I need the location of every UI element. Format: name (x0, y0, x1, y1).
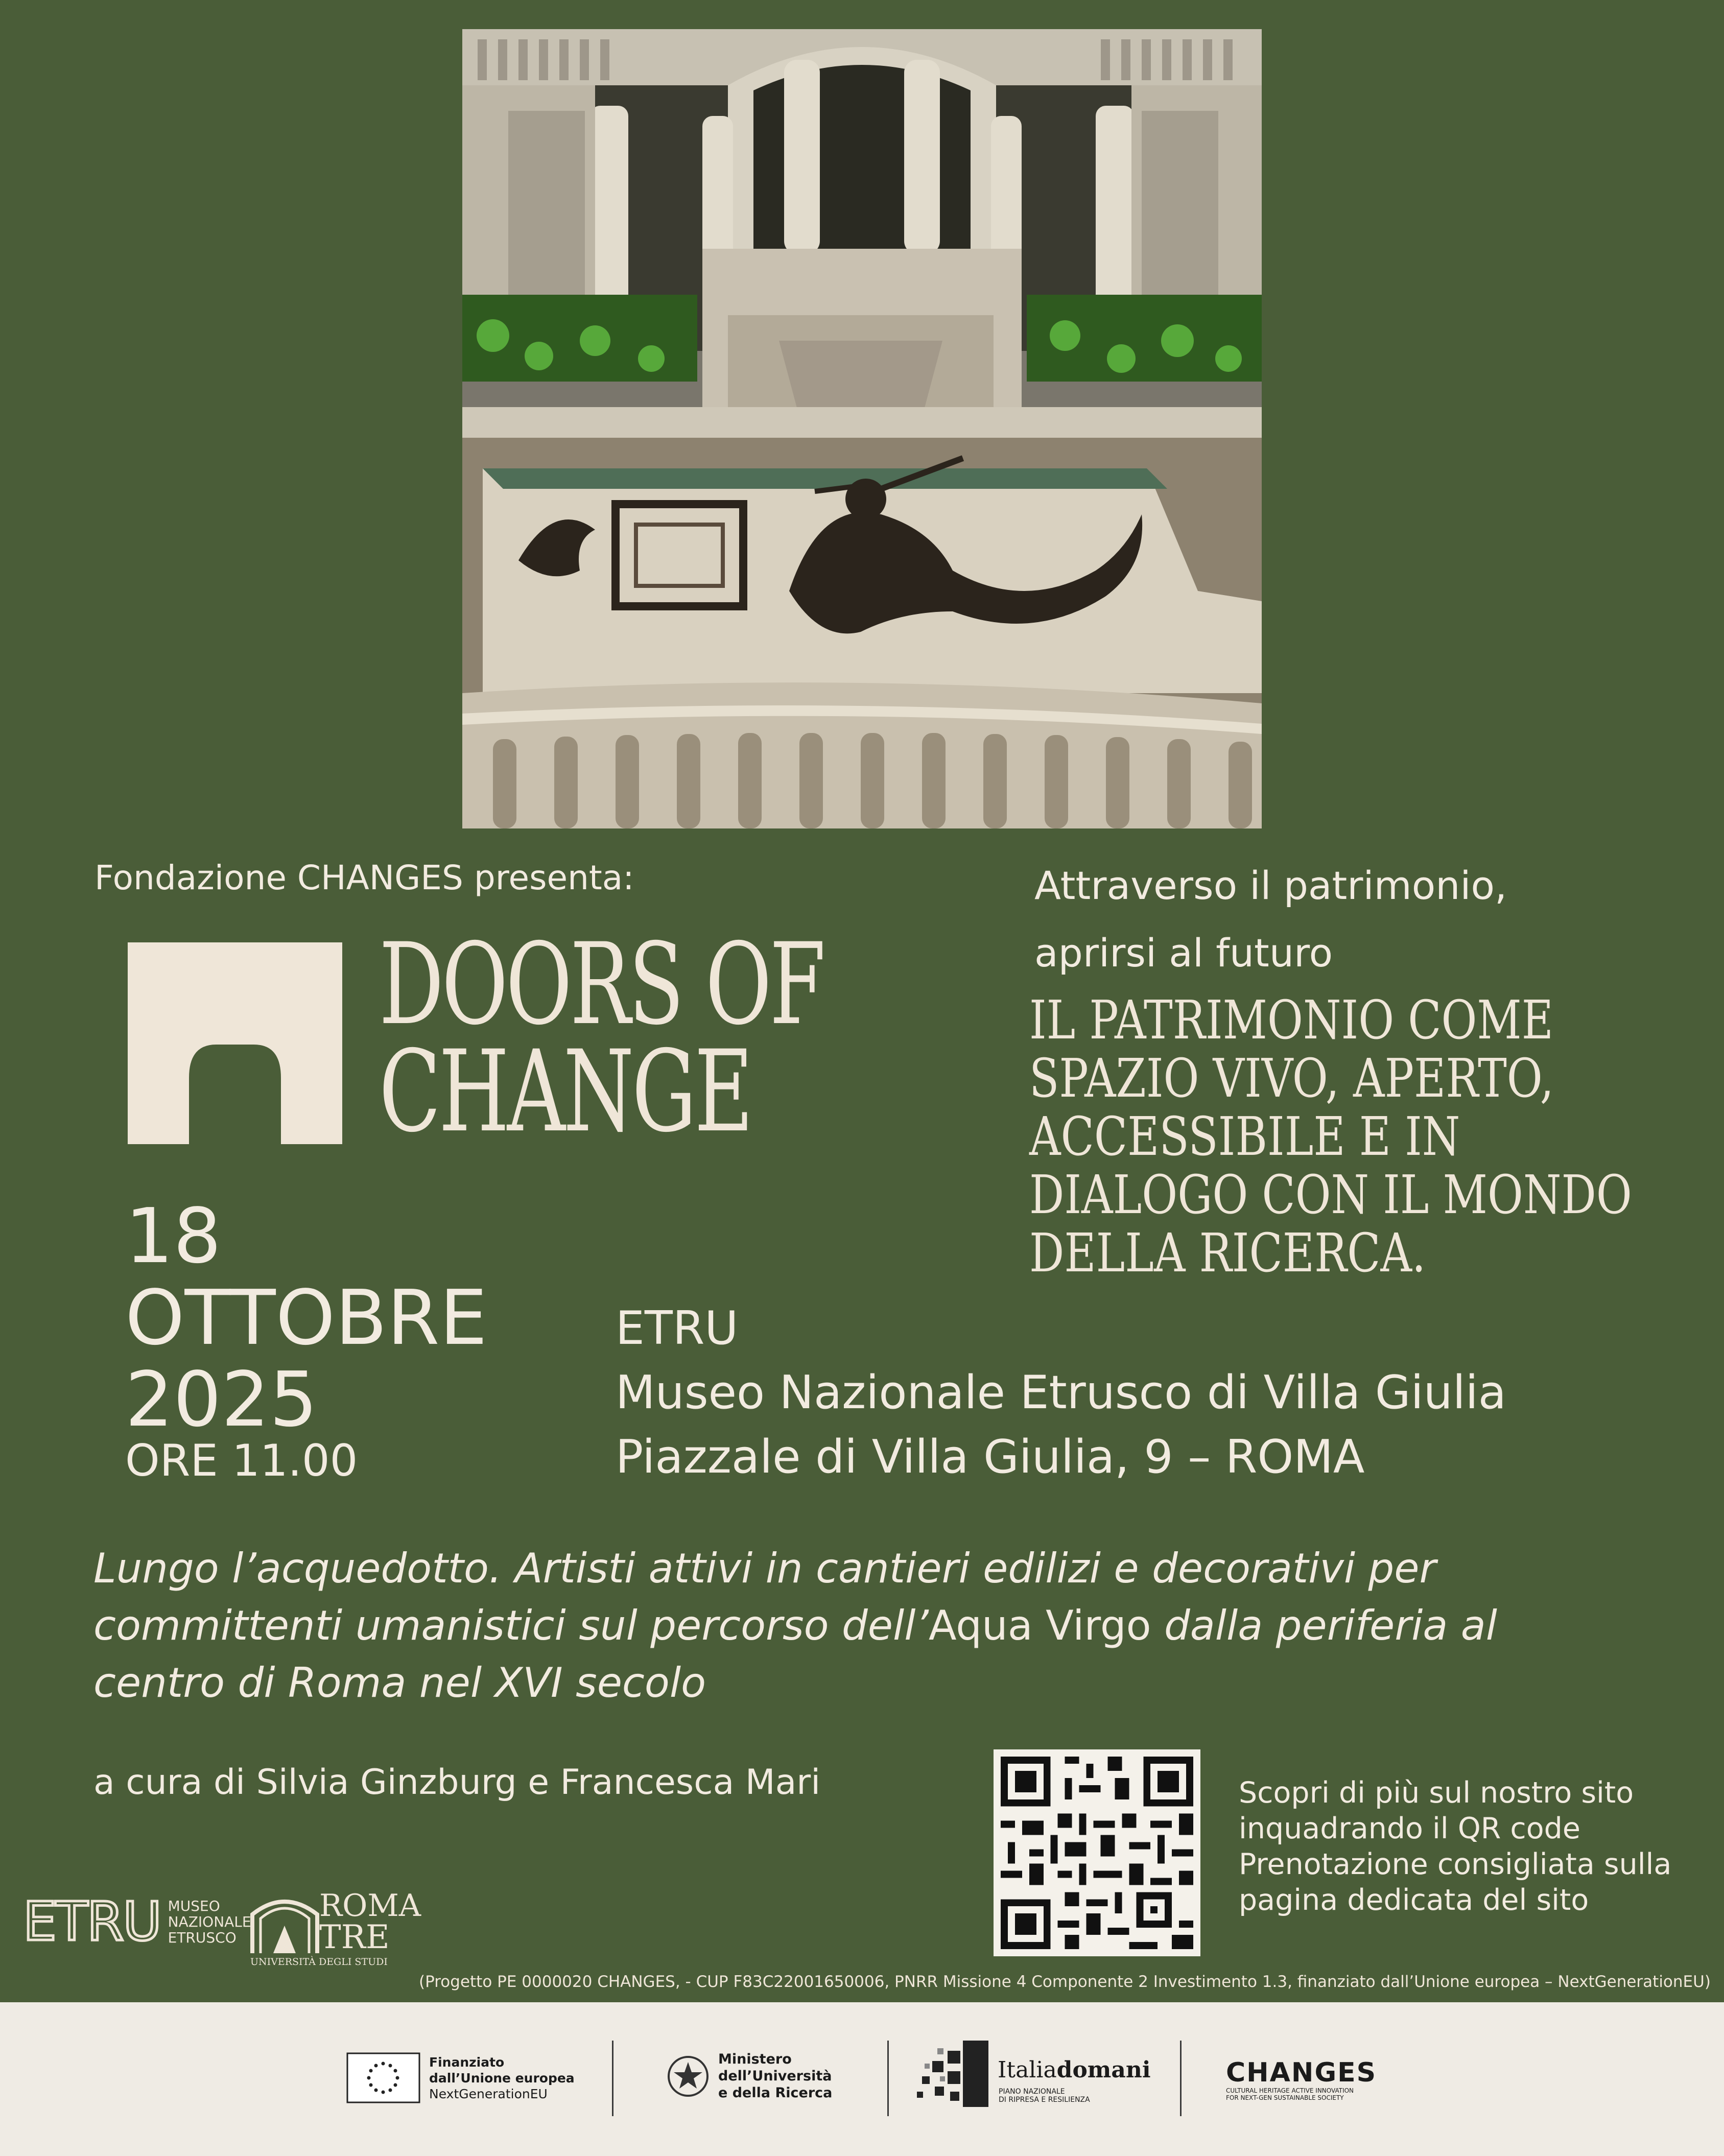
mur-line-1: Ministero (718, 2051, 792, 2067)
changes-wordmark: CHANGES (1226, 2057, 1377, 2088)
presenter-text: Fondazione CHANGES presenta: (95, 858, 634, 897)
etru-name-line-2: NAZIONALE (168, 1913, 251, 1930)
mur-line-3: e della Ricerca (718, 2085, 833, 2101)
footer-divider-2 (887, 2041, 889, 2116)
venue-line-2: Museo Nazionale Etrusco di Villa Giulia (616, 1366, 1506, 1419)
doors-of-change-logo-mark (128, 942, 342, 1144)
claim-line-3: ACCESSIBILE E IN (1029, 1105, 1460, 1168)
mur-text (718, 2051, 832, 2101)
funding-footnote: (Progetto PE 0000020 CHANGES, - CUP F83C22001650006, PNRR Missione 4 Componente 2 Investimento 1.3, finanziato dall’Unione europea – NextGenerationEU) (419, 1973, 1711, 1991)
roma-tre-top: ROMA (319, 1888, 421, 1924)
logo-title-line-2: CHANGE (379, 1026, 751, 1157)
talk-title (93, 1540, 1616, 1712)
italiadomani-word-2: domani (1056, 2057, 1151, 2083)
changes-subtitle (1226, 2087, 1377, 2101)
etru-name-line-1: MUSEO (168, 1897, 220, 1914)
italiadomani-sub-1: PIANO NAZIONALE (999, 2088, 1065, 2096)
claim-line-5: DELLA RICERCA. (1029, 1222, 1426, 1284)
eu-flag-icon (346, 2052, 420, 2103)
italiadomani-sub-2: DI RIPRESA E RESILIENZA (999, 2096, 1090, 2104)
qr-note-line-1: Scopri di più sul nostro sito (1239, 1776, 1634, 1810)
roma-tre-logo (250, 1888, 421, 1968)
event-year: 2025 (125, 1356, 318, 1443)
mur-line-2: dell’Università (718, 2068, 832, 2084)
italian-emblem-icon (665, 2051, 711, 2102)
talk-title-part-3: dalla periferia al centro di Roma nel XVI secolo (93, 1602, 1498, 1707)
etru-mark: ETRU (23, 1890, 161, 1953)
footer-divider-1 (612, 2041, 613, 2116)
eu-line-3: NextGenerationEU (429, 2087, 548, 2101)
event-venue (616, 1296, 1506, 1489)
ninfeo-photo (462, 29, 1262, 828)
eu-line-1: Finanziato (429, 2055, 505, 2070)
event-month: OTTOBRE (125, 1274, 488, 1362)
etru-logo (23, 1890, 251, 1953)
roma-tre-bottom: TRE (319, 1918, 390, 1956)
curator-text: a cura di Silvia Ginzburg e Francesca Mari (93, 1762, 821, 1803)
event-day: 18 (125, 1192, 222, 1280)
claim-text (1029, 991, 1632, 1282)
talk-title-aqua-virgo: Aqua Virgo (928, 1602, 1151, 1649)
footer-divider-3 (1180, 2041, 1182, 2116)
logo-title-line-1: DOORS OF (379, 919, 824, 1050)
etru-name-line-3: ETRUSCO (168, 1929, 237, 1946)
qr-note (1239, 1775, 1671, 1918)
claim-line-1: IL PATRIMONIO COME (1029, 989, 1553, 1051)
changes-sub-1: CULTURAL HERITAGE ACTIVE INNOVATION (1226, 2087, 1354, 2094)
claim-line-4: DIALOGO CON IL MONDO (1029, 1164, 1632, 1226)
qr-note-line-4: pagina dedicata del sito (1239, 1883, 1589, 1917)
etru-name (168, 1898, 251, 1946)
italiadomani-subtitle (999, 2088, 1090, 2104)
italiadomani-word-1: Italia (998, 2057, 1057, 2083)
roma-tre-arch-icon (250, 1894, 319, 1955)
tagline-line-1: Attraverso il patrimonio, (1034, 863, 1507, 908)
changes-sub-2: FOR NEXT-GEN SUSTAINABLE SOCIETY (1226, 2094, 1344, 2101)
venue-line-1: ETRU (616, 1301, 739, 1355)
event-time: ORE 11.00 (125, 1435, 358, 1486)
roma-tre-subtitle: UNIVERSITÀ DEGLI STUDI (250, 1956, 388, 1968)
tagline-line-2: aprirsi al futuro (1034, 930, 1333, 976)
claim-line-2: SPAZIO VIVO, APERTO, (1029, 1047, 1554, 1109)
qr-note-line-2: inquadrando il QR code (1239, 1812, 1580, 1845)
eu-line-2: dall’Unione europea (429, 2071, 575, 2086)
changes-logo (1226, 2057, 1377, 2101)
talk-title-part-1: Lungo l’acquedotto. Artisti attivi in cantieri edilizi e decorativi per committenti umanistici sul percorso dell’ (93, 1545, 1436, 1649)
event-date (125, 1192, 488, 1443)
venue-line-3: Piazzale di Villa Giulia, 9 – ROMA (616, 1430, 1365, 1484)
funders-footer (0, 2002, 1724, 2156)
qr-code[interactable] (994, 1749, 1200, 1956)
qr-note-line-3: Prenotazione consigliata sulla (1239, 1847, 1672, 1881)
eu-funding-text (429, 2054, 575, 2102)
italiadomani-pixel-icon (917, 2041, 994, 2112)
logo-title (379, 919, 824, 1157)
tagline (1034, 852, 1507, 987)
italiadomani-wordmark (998, 2057, 1151, 2083)
